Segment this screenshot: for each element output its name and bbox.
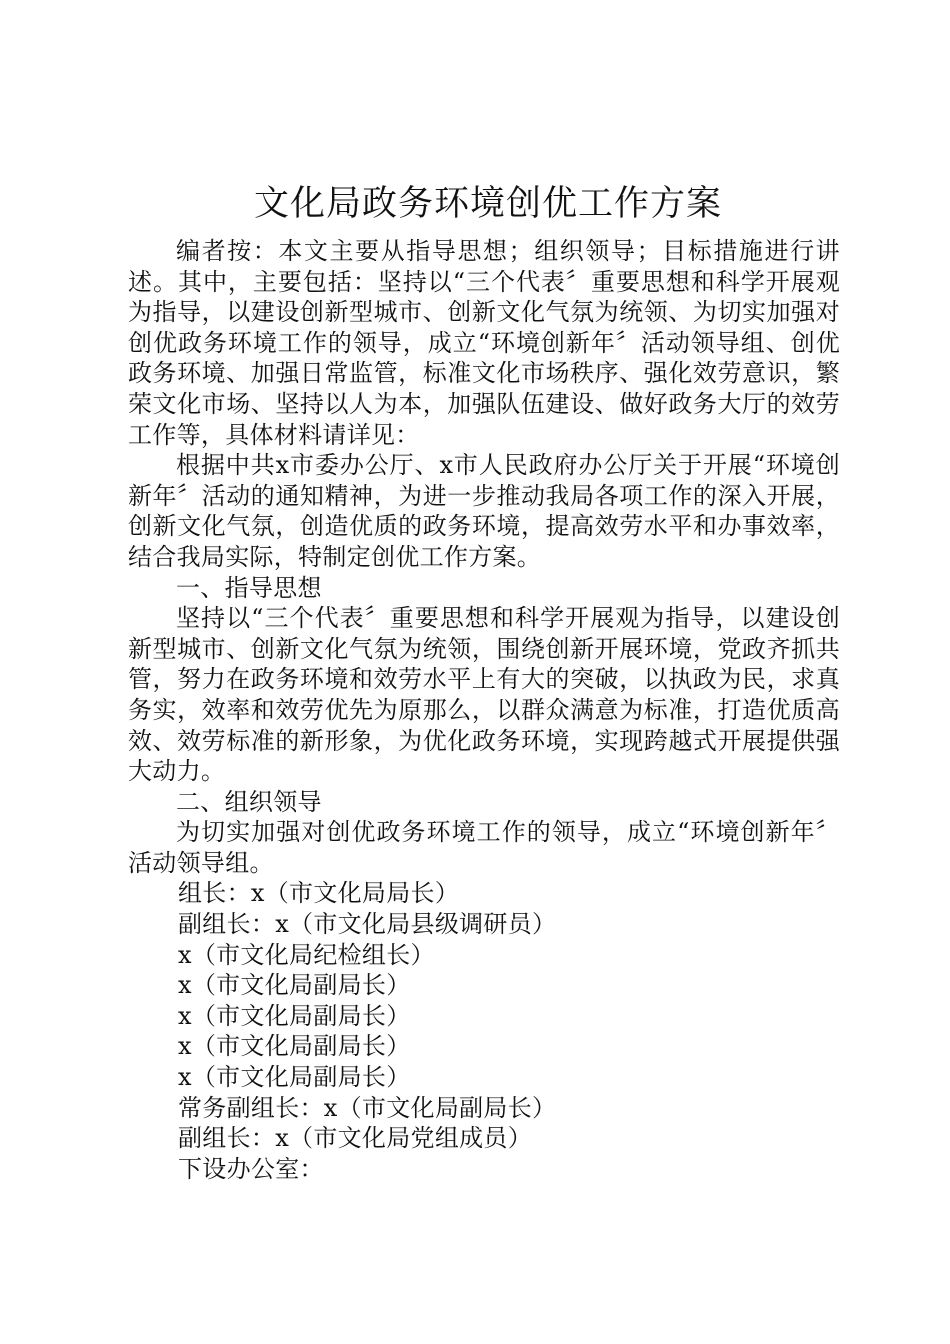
roster-line: x（市文化局副局长） — [178, 1063, 411, 1092]
roster-line: x（市文化局副局长） — [178, 1032, 411, 1061]
roster-line: x（市文化局副局长） — [178, 1001, 411, 1030]
roster-line: x（市文化局纪检组长） — [178, 940, 435, 969]
document-page — [128, 182, 840, 1184]
section-heading-organization: 二、组织领导 — [176, 787, 322, 816]
intro-paragraph: 根据中共x市委办公厅、x市人民政府办公厅关于开展“环境创新年〞活动的通知精神，为进一步推动我局各项工作的深入开展，创新文化气氛，创造优质的政务环境，提高效劳水平和办事效率，结合我局实际，特制定创优工作方案。 — [128, 451, 840, 571]
roster-line: x（市文化局副局长） — [178, 971, 411, 1000]
document-title: 文化局政务环境创优工作方案 — [253, 184, 722, 224]
roster-line: 副组长：x（市文化局党组成员） — [178, 1124, 533, 1153]
editor-note-paragraph: 编者按：本文主要从指导思想；组织领导；目标措施进行讲述。其中，主要包括：坚持以“三个代表〞重要思想和科学开展观为指导，以建设创新型城市、创新文化气氛为统领、为切实加强对创优政务环境工作的领导，成立“环境创新年〞活动领导组、创优政务环境、加强日常监管，标准文化市场秩序、强化效劳意识，繁荣文化市场、坚持以人为本，加强队伍建设、做好政务大厅的效劳工作等，具体材料请详见： — [128, 237, 840, 449]
roster-line: 常务副组长：x（市文化局副局长） — [178, 1093, 557, 1122]
roster-line: 副组长：x（市文化局县级调研员） — [178, 910, 557, 939]
organization-paragraph: 为切实加强对创优政务环境工作的领导，成立“环境创新年〞活动领导组。 — [128, 818, 840, 877]
section-heading-guiding-thought: 一、指导思想 — [176, 573, 322, 602]
roster-line: 组长：x（市文化局局长） — [178, 879, 460, 908]
guiding-thought-paragraph: 坚持以“三个代表〞重要思想和科学开展观为指导，以建设创新型城市、创新文化气氛为统领，围绕创新开展环境，党政齐抓共管，努力在政务环境和效劳水平上有大的突破，以执政为民，求真务实，效率和效劳优先为原那么，以群众满意为标准，打造优质高效、效劳标准的新形象，为优化政务环境，实现跨越式开展提供强大动力。 — [128, 604, 840, 786]
roster-line: 下设办公室： — [178, 1154, 324, 1183]
